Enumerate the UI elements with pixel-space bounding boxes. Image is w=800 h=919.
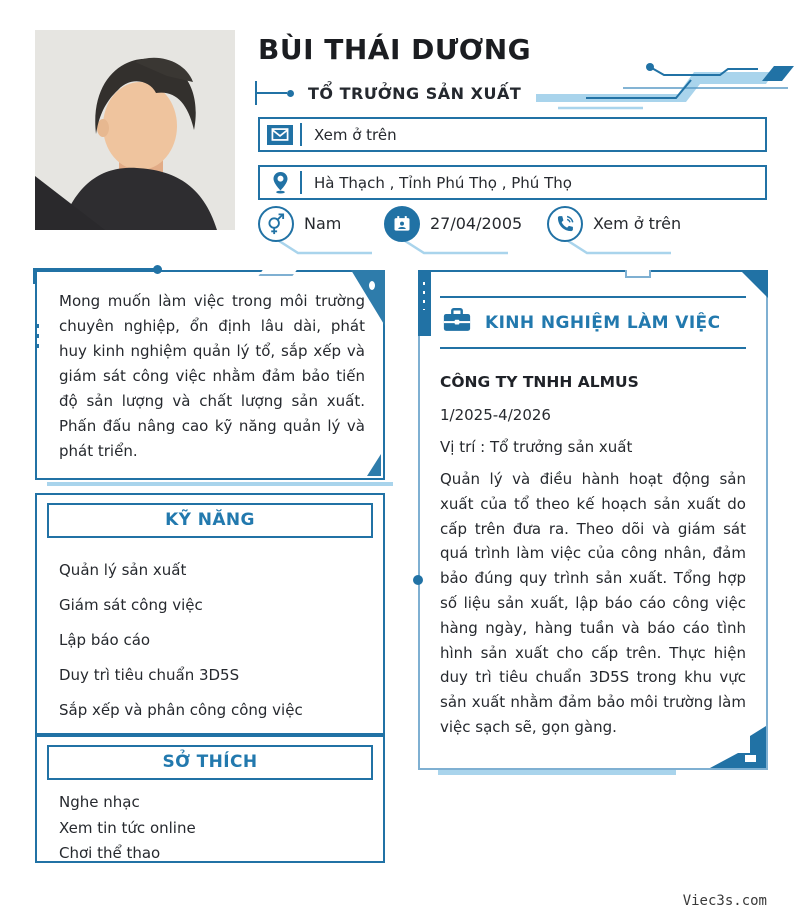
objective-text: Mong muốn làm việc trong môi trường chuyên nghiệp, ổn định lâu dài, phát huy kinh nghiệm quản lý tổ, sắp xếp và giám sát công việc nhằm đảm bảo tiến độ sản lượng và chất lượng sản xuất. Phấn đấu nâng cao kỹ năng quản lý và phát triển.: [59, 292, 365, 460]
title-dot-decoration: [287, 90, 294, 97]
phone-icon: [547, 206, 583, 242]
border-dot-decoration: [413, 575, 423, 585]
bottom-bar-decoration: [47, 482, 393, 486]
connector-line: [274, 238, 374, 258]
experience-heading: KINH NGHIỆM LÀM VIỆC: [485, 312, 721, 333]
profile-photo: [35, 30, 235, 230]
address-value: Hà Thạch , Tỉnh Phú Thọ , Phú Thọ: [314, 173, 572, 192]
briefcase-icon: [442, 307, 472, 338]
work-period: 1/2025-4/2026: [440, 406, 551, 424]
dashed-border-decoration: [36, 324, 39, 350]
gender-value: Nam: [304, 214, 342, 233]
skills-list: [37, 553, 383, 728]
gender-symbol-icon: [258, 206, 294, 242]
border-notch-decoration: [625, 270, 651, 278]
hobbies-list: [37, 790, 383, 867]
contact-email-field: [258, 117, 767, 152]
work-position: Vị trí : Tổ trưởng sản xuất: [440, 438, 633, 456]
experience-entry: [440, 373, 746, 740]
calendar-icon: [384, 206, 420, 242]
skill-item: Sắp xếp và phân công công việc: [59, 701, 303, 719]
title-line-decoration: [257, 92, 287, 94]
field-separator: [300, 123, 302, 146]
dob-value: 27/04/2005: [430, 214, 523, 233]
hobbies-heading: SỞ THÍCH: [47, 745, 373, 780]
contact-dob-field: [384, 206, 522, 266]
profile-photo-image: [35, 30, 235, 230]
job-title-row: [255, 80, 521, 106]
corner-triangle-decoration: [367, 454, 381, 476]
skills-heading: KỸ NĂNG: [47, 503, 373, 538]
circuit-decoration: [528, 58, 798, 116]
connector-line: [400, 238, 510, 258]
experience-header: [440, 296, 746, 349]
corner-dot-decoration: [369, 281, 375, 290]
hobby-item: Nghe nhạc: [59, 793, 140, 811]
company-name: CÔNG TY TNHH ALMUS: [440, 373, 639, 391]
site-watermark-link[interactable]: Viec3s.com: [682, 893, 767, 909]
corner-stair-decoration: [708, 724, 768, 770]
skill-item: Quản lý sản xuất: [59, 561, 187, 579]
skills-section: [35, 493, 385, 735]
experience-section: [418, 270, 768, 770]
corner-dot-decoration: [153, 265, 162, 274]
side-bar-decoration: [418, 270, 431, 336]
objective-section: [35, 270, 385, 480]
field-separator: [300, 171, 302, 194]
skill-item: Lập báo cáo: [59, 631, 151, 649]
border-notch-decoration: [258, 266, 299, 276]
phone-value: Xem ở trên: [593, 214, 682, 233]
candidate-name: BÙI THÁI DƯƠNG: [258, 33, 532, 66]
contact-gender-field: [258, 206, 341, 266]
contact-address-field: [258, 165, 767, 200]
contact-phone-field: [547, 206, 681, 266]
skill-item: Giám sát công việc: [59, 596, 203, 614]
folded-corner-decoration: [740, 270, 768, 298]
map-pin-icon: [260, 171, 300, 194]
hobby-item: Chơi thể thao: [59, 844, 161, 862]
work-description: Quản lý và điều hành hoạt động sản xuất của tổ theo kế hoạch sản xuất do cấp trên đưa ra. Theo dõi và giám sát quá trình làm việc của công nhân, đảm bảo đúng quy trình sản xuất. Tổng hợp số liệu sản xuất, lập báo cáo công việc hàng ngày, hàng tuần và báo cáo tình hình sản xuất cho cấp trên. Thực hiện duy trì tiêu chuẩn 3D5S trong khu vực sản xuất nhằm đảm bảo môi trường làm việc sạch sẽ, gọn gàng.: [440, 470, 746, 736]
hobbies-section: [35, 735, 385, 863]
envelope-icon: [260, 125, 300, 145]
bottom-bar-decoration: [438, 770, 676, 775]
email-value: Xem ở trên: [314, 125, 397, 144]
connector-line: [563, 238, 673, 258]
skill-item: Duy trì tiêu chuẩn 3D5S: [59, 666, 240, 684]
corner-decoration: [33, 268, 155, 284]
hobby-item: Xem tin tức online: [59, 818, 196, 837]
job-title: TỔ TRƯỞNG SẢN XUẤT: [308, 83, 522, 103]
